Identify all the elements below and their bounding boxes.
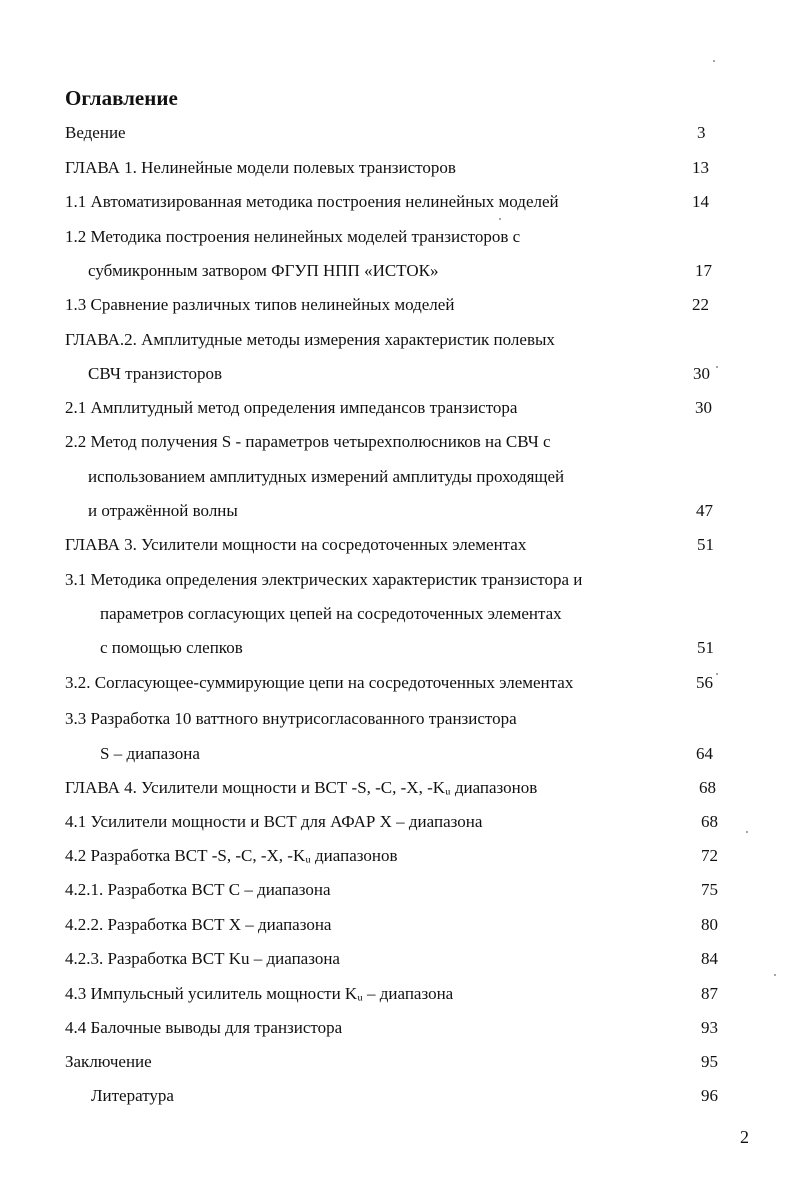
toc-entry-title: 4.2.3. Разработка ВСТ Ku – диапазона <box>65 949 340 968</box>
toc-entry-title: 4.2 Разработка ВСТ -S, -C, -X, -Kᵤ диапазонов <box>65 846 398 865</box>
toc-entry-page: 56 <box>696 673 713 692</box>
toc-entry[interactable] <box>0 599 797 629</box>
toc-entry-title: 3.2. Согласующее-суммирующие цепи на сосредоточенных элементах <box>65 673 574 692</box>
toc-entry[interactable] <box>0 1047 797 1077</box>
toc-entry-page: 51 <box>697 638 714 657</box>
toc-entry-title: 1.3 Сравнение различных типов нелинейных моделей <box>65 295 455 314</box>
toc-entry-page: 80 <box>701 915 718 934</box>
toc-entry-page: 51 <box>697 535 714 554</box>
toc-entry[interactable] <box>0 187 797 217</box>
toc-entry-title: 4.2.2. Разработка ВСТ Х – диапазона <box>65 915 332 934</box>
toc-entry-page: 95 <box>701 1052 718 1071</box>
toc-entry-page: 30 <box>695 398 712 417</box>
toc-entry-title: 3.3 Разработка 10 ваттного внутрисогласованного транзистора <box>65 709 517 728</box>
toc-entry-title: ГЛАВА.2. Амплитудные методы измерения характеристик полевых <box>65 330 555 349</box>
toc-entry[interactable] <box>0 704 797 734</box>
toc-entry[interactable] <box>0 1081 797 1111</box>
toc-entry-title: 4.4 Балочные выводы для транзистора <box>65 1018 343 1037</box>
scan-speck <box>716 366 718 368</box>
toc-entry[interactable] <box>0 841 797 871</box>
toc-entry[interactable] <box>0 118 797 148</box>
toc-entry-page: 13 <box>692 158 709 177</box>
toc-entry-title: S – диапазона <box>100 744 200 763</box>
toc-entry-page: 68 <box>701 812 718 831</box>
toc-entry-title: Ведение <box>65 123 126 142</box>
toc-entry-title: ГЛАВА 3. Усилители мощности на сосредоточенных элементах <box>65 535 527 554</box>
toc-entry-page: 75 <box>701 880 718 899</box>
page-number: 2 <box>740 1127 749 1147</box>
toc-entry-page: 47 <box>696 501 713 520</box>
toc-entry-page: 93 <box>701 1018 718 1037</box>
toc-entry-title: и отражённой волны <box>88 501 238 520</box>
toc-entry-title: 1.2 Методика построения нелинейных моделей транзисторов с <box>65 227 521 246</box>
toc-entry[interactable] <box>0 773 797 803</box>
toc-entry-title: 3.1 Методика определения электрических характеристик транзистора и <box>65 570 583 589</box>
toc-entry-title: ГЛАВА 4. Усилители мощности и ВСТ -S, -C, -X, -Kᵤ диапазонов <box>65 778 538 797</box>
toc-entry-page: 22 <box>692 295 709 314</box>
toc-entry-page: 68 <box>699 778 716 797</box>
toc-entry-page: 17 <box>695 261 712 280</box>
toc-entry-page: 3 <box>697 123 706 142</box>
toc-entry[interactable] <box>0 496 797 526</box>
toc-entry[interactable] <box>0 153 797 183</box>
toc-entry[interactable] <box>0 530 797 560</box>
toc-entry-title: использованием амплитудных измерений амплитуды проходящей <box>88 467 565 486</box>
toc-entry-title: с помощью слепков <box>100 638 243 657</box>
toc-entry[interactable] <box>0 1013 797 1043</box>
toc-entry[interactable] <box>0 222 797 252</box>
toc-entry[interactable] <box>0 807 797 837</box>
toc-entry[interactable] <box>0 875 797 905</box>
toc-entry-title: 1.1 Автоматизированная методика построения нелинейных моделей <box>65 192 559 211</box>
toc-entry[interactable] <box>0 256 797 286</box>
toc-entry-title: параметров согласующих цепей на сосредоточенных элементах <box>100 604 562 623</box>
toc-entry[interactable] <box>0 462 797 492</box>
toc-entry[interactable] <box>0 325 797 355</box>
toc-entry-title: СВЧ транзисторов <box>88 364 222 383</box>
toc-entry-title: ГЛАВА 1. Нелинейные модели полевых транзисторов <box>65 158 456 177</box>
toc-entry[interactable] <box>0 668 797 698</box>
toc-entry-page: 64 <box>696 744 713 763</box>
toc-entry-page: 87 <box>701 984 718 1003</box>
toc-entry-title: Литература <box>91 1086 174 1105</box>
toc-entry-page: 72 <box>701 846 718 865</box>
scan-speck <box>774 974 776 976</box>
scan-speck <box>746 831 748 833</box>
toc-entry[interactable] <box>0 290 797 320</box>
toc-entry-title: 2.1 Амплитудный метод определения импедансов транзистора <box>65 398 518 417</box>
scan-speck <box>713 60 715 62</box>
toc-entry[interactable] <box>0 979 797 1009</box>
toc-entry-title: 2.2 Метод получения S - параметров четырехполюсников на СВЧ с <box>65 432 551 451</box>
toc-entry[interactable] <box>0 393 797 423</box>
toc-entry-title: 4.1 Усилители мощности и ВСТ для АФАР Х – диапазона <box>65 812 483 831</box>
toc-entry[interactable] <box>0 910 797 940</box>
toc-entry[interactable] <box>0 944 797 974</box>
toc-entry-page: 14 <box>692 192 709 211</box>
toc-entry[interactable] <box>0 427 797 457</box>
toc-entry-title: 4.3 Импульсный усилитель мощности Kᵤ – диапазона <box>65 984 454 1003</box>
toc-entry-title: Заключение <box>65 1052 152 1071</box>
page-title: Оглавление <box>65 86 178 110</box>
toc-entry[interactable] <box>0 739 797 769</box>
toc-entry[interactable] <box>0 633 797 663</box>
toc-entry[interactable] <box>0 359 797 389</box>
toc-entry[interactable] <box>0 565 797 595</box>
scan-speck <box>716 673 718 675</box>
toc-entry-page: 30 <box>693 364 710 383</box>
toc-entry-title: 4.2.1. Разработка ВСТ С – диапазона <box>65 880 331 899</box>
toc-entry-title: субмикронным затвором ФГУП НПП «ИСТОК» <box>88 261 439 280</box>
scan-speck <box>499 218 501 220</box>
toc-entry-page: 84 <box>701 949 718 968</box>
toc-entry-page: 96 <box>701 1086 718 1105</box>
